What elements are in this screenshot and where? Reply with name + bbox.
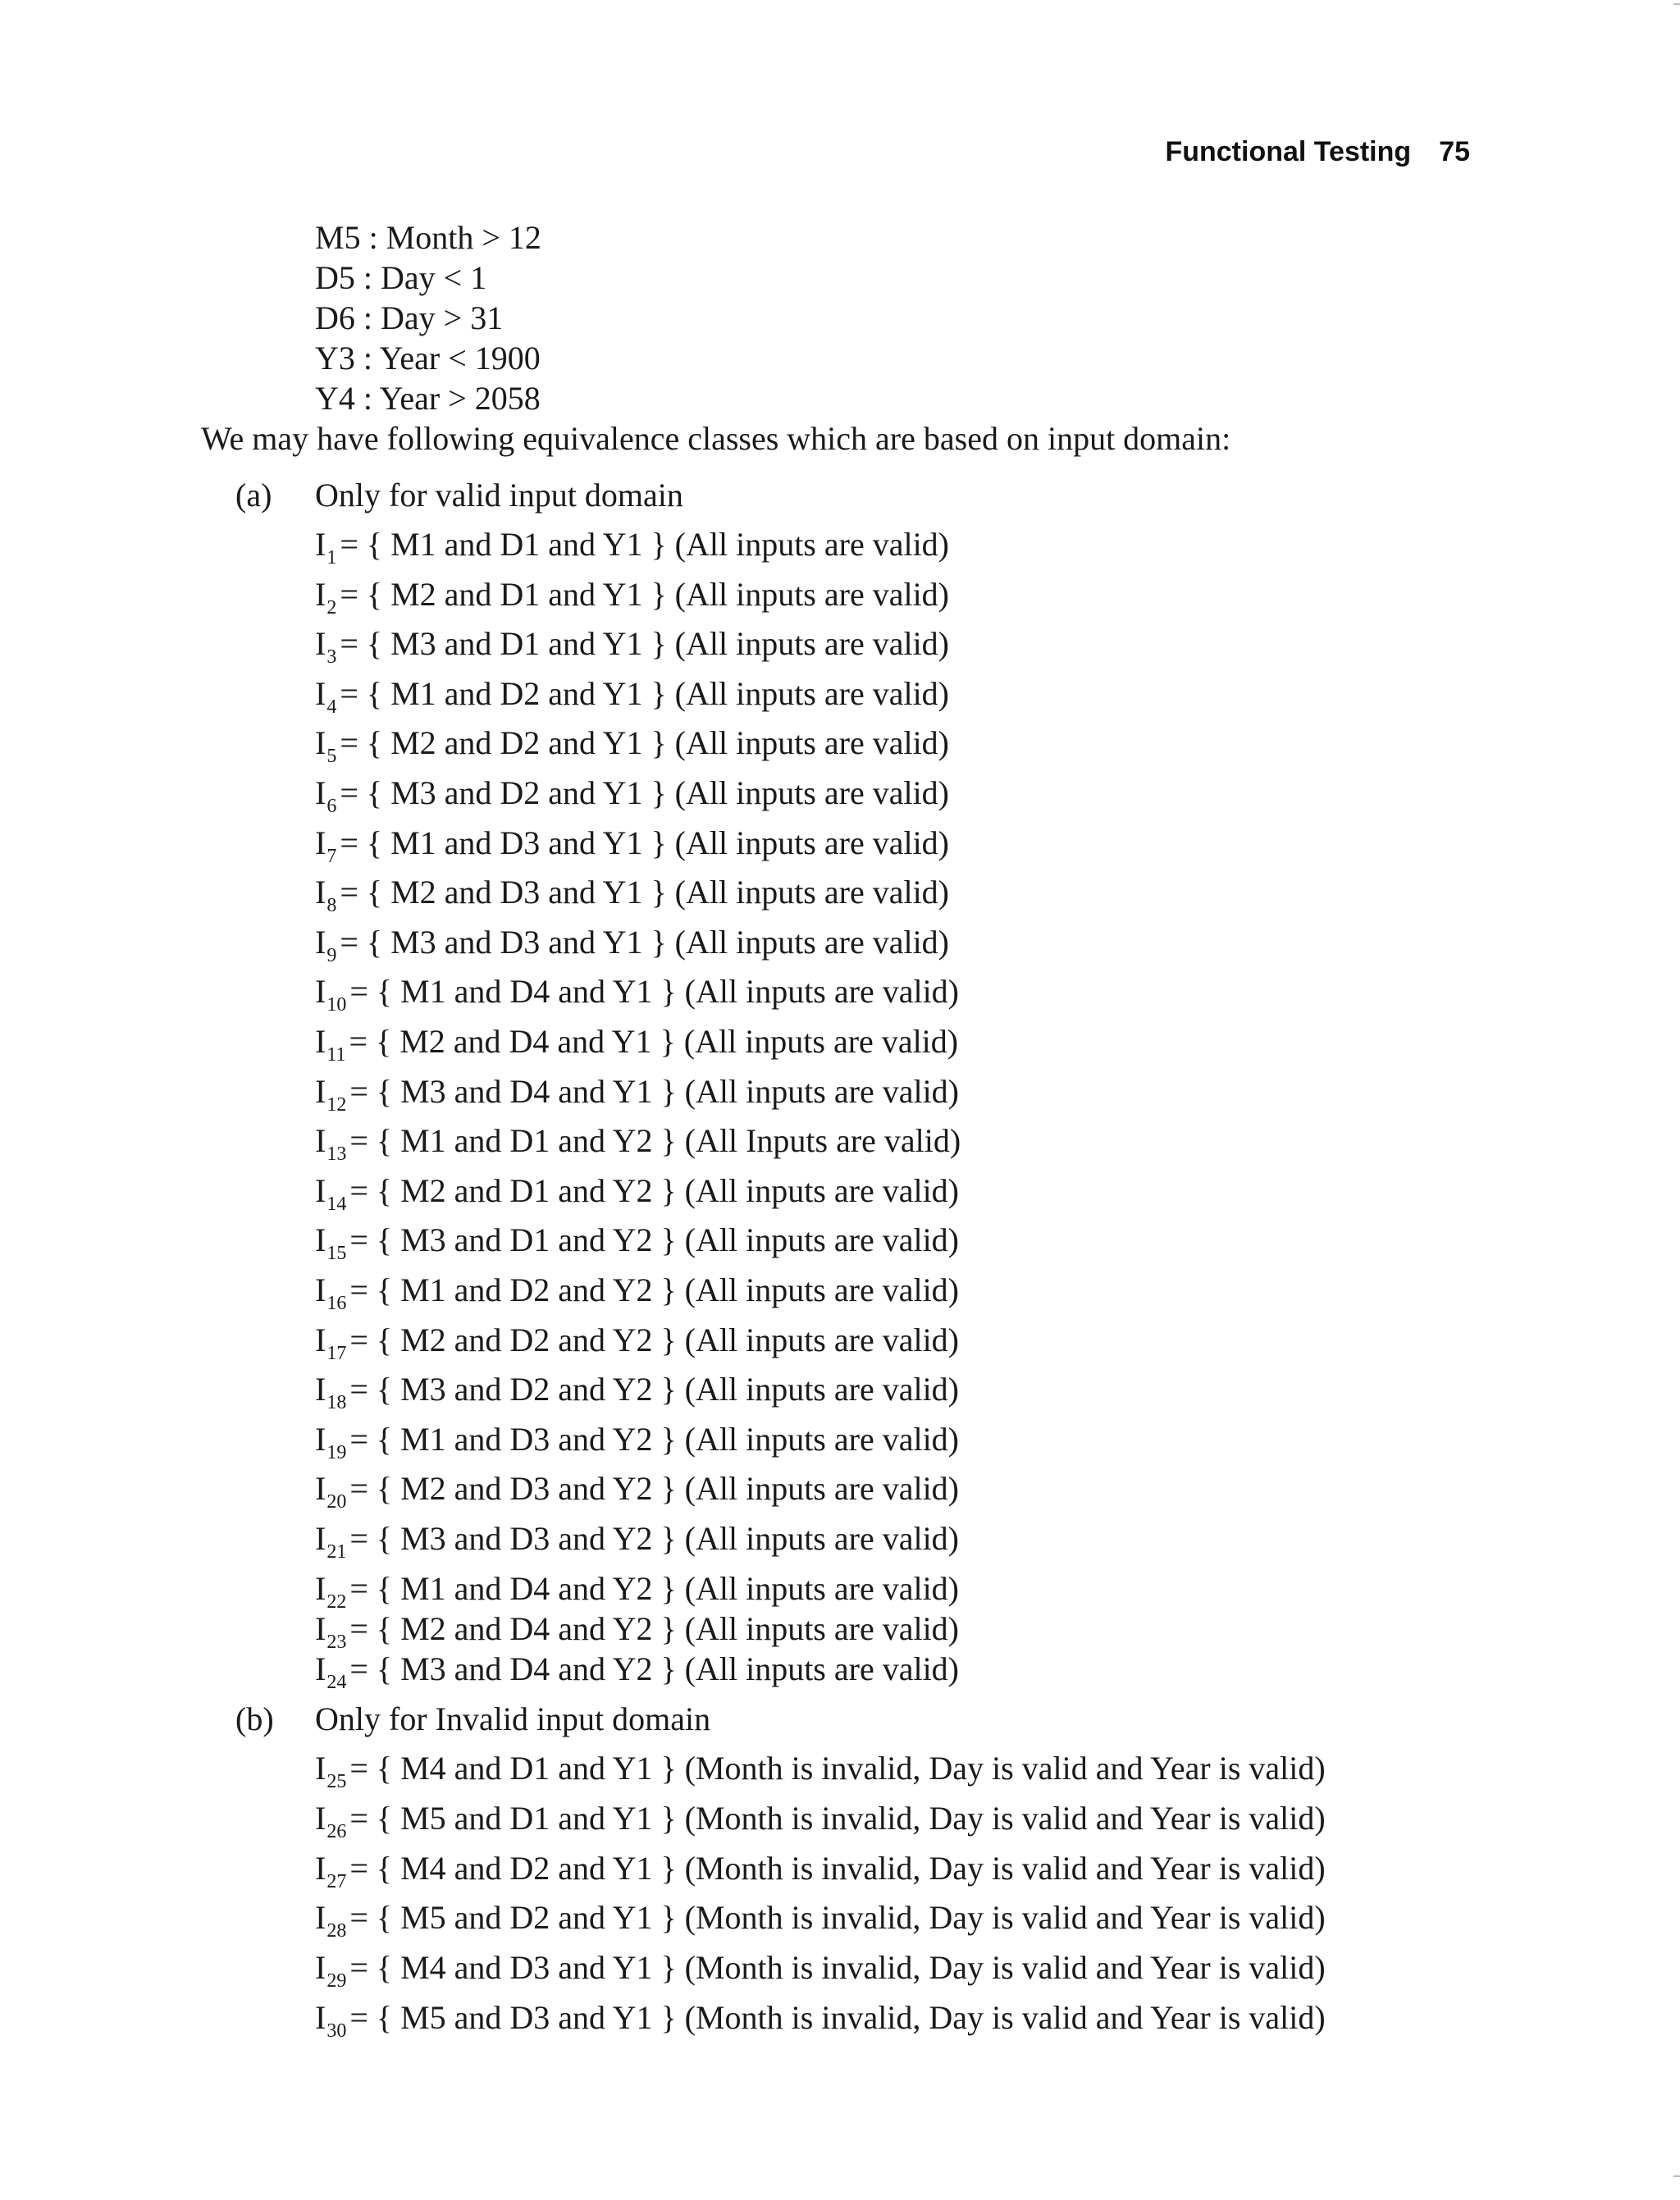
class-name: I xyxy=(315,1023,326,1060)
class-subscript: 22 xyxy=(326,1591,347,1613)
class-name: I xyxy=(315,1371,326,1408)
class-subscript: 14 xyxy=(326,1194,347,1215)
class-subscript: 1 xyxy=(326,547,337,568)
equivalence-class xyxy=(315,1421,960,1463)
equivalence-class xyxy=(315,1023,959,1066)
class-name: I xyxy=(315,1949,326,1986)
class-subscript: 21 xyxy=(326,1541,347,1563)
equivalence-class xyxy=(315,1073,960,1116)
section-label: (b) xyxy=(235,1700,274,1737)
class-definition: = { M3 and D3 and Y1 } (All inputs are valid) xyxy=(340,924,950,961)
class-name: I xyxy=(315,1800,326,1837)
class-subscript: 30 xyxy=(326,2020,347,2042)
equivalence-class xyxy=(315,724,950,767)
page-number: 75 xyxy=(1439,136,1470,167)
class-name: I xyxy=(315,675,326,712)
class-name: I xyxy=(315,1570,326,1607)
section-label: (a) xyxy=(235,477,272,513)
crop-mark-top xyxy=(1673,3,1680,5)
class-definition: = { M1 and D4 and Y1 } (All inputs are valid) xyxy=(349,973,960,1010)
class-definition: = { M2 and D2 and Y2 } (All inputs are valid) xyxy=(349,1321,960,1358)
equivalence-class xyxy=(315,1520,960,1563)
class-name: I xyxy=(315,824,326,861)
equivalence-class xyxy=(315,874,950,916)
class-name: I xyxy=(315,1999,326,2036)
equivalence-class xyxy=(315,1850,1326,1892)
class-subscript: 13 xyxy=(326,1143,347,1165)
class-definition: = { M2 and D3 and Y1 } (All inputs are valid) xyxy=(340,874,950,911)
class-name: I xyxy=(315,1750,326,1787)
class-definition: = { M3 and D2 and Y2 } (All inputs are valid) xyxy=(349,1371,960,1408)
class-definition: = { M3 and D3 and Y2 } (All inputs are valid) xyxy=(349,1520,960,1557)
equivalence-class xyxy=(315,1949,1326,1992)
equivalence-class xyxy=(315,675,950,718)
class-name: I xyxy=(315,973,326,1010)
class-definition: = { M5 and D2 and Y1 } (Month is invalid, Day is valid and Year is valid) xyxy=(349,1899,1326,1936)
class-name: I xyxy=(315,1470,326,1507)
running-header xyxy=(1165,136,1470,168)
section-heading: Only for valid input domain xyxy=(315,477,683,513)
class-definition: = { M4 and D3 and Y1 } (Month is invalid, Day is valid and Year is valid) xyxy=(349,1949,1326,1986)
class-name: I xyxy=(315,1850,326,1887)
class-subscript: 15 xyxy=(326,1243,347,1264)
class-subscript: 17 xyxy=(326,1343,347,1364)
equivalence-class xyxy=(315,1371,960,1413)
class-subscript: 24 xyxy=(326,1672,347,1693)
class-definition: = { M2 and D2 and Y1 } (All inputs are valid) xyxy=(340,724,950,761)
class-name: I xyxy=(315,1122,326,1159)
class-name: I xyxy=(315,1650,326,1687)
equivalence-class xyxy=(315,625,950,668)
equivalence-class xyxy=(315,526,950,568)
equivalence-class xyxy=(315,1470,960,1513)
class-name: I xyxy=(315,1271,326,1308)
equivalence-class xyxy=(315,774,950,817)
class-subscript: 26 xyxy=(326,1821,347,1842)
class-subscript: 10 xyxy=(326,994,347,1016)
definition-line: Y4 : Year > 2058 xyxy=(315,380,541,417)
equivalence-class xyxy=(315,1750,1326,1792)
class-subscript: 5 xyxy=(326,746,337,767)
equivalence-class xyxy=(315,973,960,1016)
class-name: I xyxy=(315,1172,326,1209)
equivalence-class xyxy=(315,1271,960,1314)
class-subscript: 7 xyxy=(326,846,337,867)
section-heading: Only for Invalid input domain xyxy=(315,1700,711,1737)
class-name: I xyxy=(315,1610,326,1647)
class-subscript: 2 xyxy=(326,597,337,618)
class-definition: = { M1 and D1 and Y1 } (All inputs are valid) xyxy=(340,526,950,563)
class-subscript: 9 xyxy=(326,945,337,966)
class-name: I xyxy=(315,874,326,911)
equivalence-class xyxy=(315,1800,1326,1842)
running-header-title: Functional Testing xyxy=(1165,136,1412,167)
class-subscript: 18 xyxy=(326,1392,347,1413)
class-definition: = { M2 and D3 and Y2 } (All inputs are valid) xyxy=(349,1470,960,1507)
class-definition: = { M1 and D1 and Y2 } (All Inputs are valid) xyxy=(349,1122,961,1159)
intro-paragraph: We may have following equivalence classes which are based on input domain: xyxy=(201,420,1231,457)
equivalence-class xyxy=(315,1650,960,1693)
class-name: I xyxy=(315,1073,326,1110)
class-definition: = { M1 and D3 and Y1 } (All inputs are valid) xyxy=(340,824,950,861)
class-definition: = { M2 and D1 and Y1 } (All inputs are valid) xyxy=(340,576,950,613)
class-definition: = { M4 and D2 and Y1 } (Month is invalid, Day is valid and Year is valid) xyxy=(349,1850,1326,1887)
class-subscript: 6 xyxy=(326,796,337,817)
equivalence-class xyxy=(315,1321,960,1364)
class-subscript: 3 xyxy=(326,646,337,668)
class-subscript: 12 xyxy=(326,1094,347,1116)
class-definition: = { M5 and D3 and Y1 } (Month is invalid, Day is valid and Year is valid) xyxy=(349,1999,1326,2036)
class-definition: = { M5 and D1 and Y1 } (Month is invalid, Day is valid and Year is valid) xyxy=(349,1800,1326,1837)
class-subscript: 29 xyxy=(326,1970,347,1992)
class-subscript: 23 xyxy=(326,1632,347,1653)
class-subscript: 20 xyxy=(326,1491,347,1513)
class-subscript: 4 xyxy=(326,696,337,718)
definition-line: Y3 : Year < 1900 xyxy=(315,340,541,377)
class-name: I xyxy=(315,924,326,961)
class-definition: = { M2 and D4 and Y1 } (All inputs are valid) xyxy=(349,1023,959,1060)
equivalence-class xyxy=(315,576,950,618)
class-subscript: 28 xyxy=(326,1920,347,1942)
class-name: I xyxy=(315,625,326,662)
equivalence-class xyxy=(315,1570,960,1613)
definition-line: M5 : Month > 12 xyxy=(315,219,541,256)
class-subscript: 19 xyxy=(326,1442,347,1463)
class-subscript: 16 xyxy=(326,1293,347,1314)
equivalence-class xyxy=(315,924,950,966)
class-definition: = { M3 and D4 and Y2 } (All inputs are valid) xyxy=(349,1650,960,1687)
class-definition: = { M2 and D4 and Y2 } (All inputs are valid) xyxy=(349,1610,960,1647)
class-definition: = { M1 and D4 and Y2 } (All inputs are valid) xyxy=(349,1570,960,1607)
class-definition: = { M1 and D3 and Y2 } (All inputs are valid) xyxy=(349,1421,960,1458)
equivalence-class xyxy=(315,1221,960,1264)
class-definition: = { M2 and D1 and Y2 } (All inputs are valid) xyxy=(349,1172,960,1209)
definition-line: D5 : Day < 1 xyxy=(315,259,487,296)
class-subscript: 11 xyxy=(326,1044,346,1066)
class-subscript: 27 xyxy=(326,1871,347,1892)
class-name: I xyxy=(315,1421,326,1458)
class-name: I xyxy=(315,774,326,811)
class-name: I xyxy=(315,576,326,613)
class-name: I xyxy=(315,724,326,761)
class-definition: = { M3 and D2 and Y1 } (All inputs are valid) xyxy=(340,774,950,811)
class-subscript: 8 xyxy=(326,895,337,916)
class-name: I xyxy=(315,1520,326,1557)
equivalence-class xyxy=(315,1172,960,1215)
crop-mark-bottom xyxy=(1673,2175,1680,2177)
equivalence-class xyxy=(315,1999,1326,2042)
class-definition: = { M1 and D2 and Y1 } (All inputs are valid) xyxy=(340,675,950,712)
class-definition: = { M3 and D1 and Y2 } (All inputs are valid) xyxy=(349,1221,960,1258)
class-name: I xyxy=(315,1899,326,1936)
class-definition: = { M3 and D1 and Y1 } (All inputs are valid) xyxy=(340,625,950,662)
equivalence-class xyxy=(315,1122,961,1165)
equivalence-class xyxy=(315,1899,1326,1942)
class-definition: = { M3 and D4 and Y1 } (All inputs are valid) xyxy=(349,1073,960,1110)
equivalence-class xyxy=(315,824,950,867)
definition-line: D6 : Day > 31 xyxy=(315,299,504,336)
class-subscript: 25 xyxy=(326,1771,347,1792)
class-definition: = { M4 and D1 and Y1 } (Month is invalid, Day is valid and Year is valid) xyxy=(349,1750,1326,1787)
class-name: I xyxy=(315,526,326,563)
class-name: I xyxy=(315,1221,326,1258)
equivalence-class xyxy=(315,1610,960,1653)
class-name: I xyxy=(315,1321,326,1358)
class-definition: = { M1 and D2 and Y2 } (All inputs are valid) xyxy=(349,1271,960,1308)
